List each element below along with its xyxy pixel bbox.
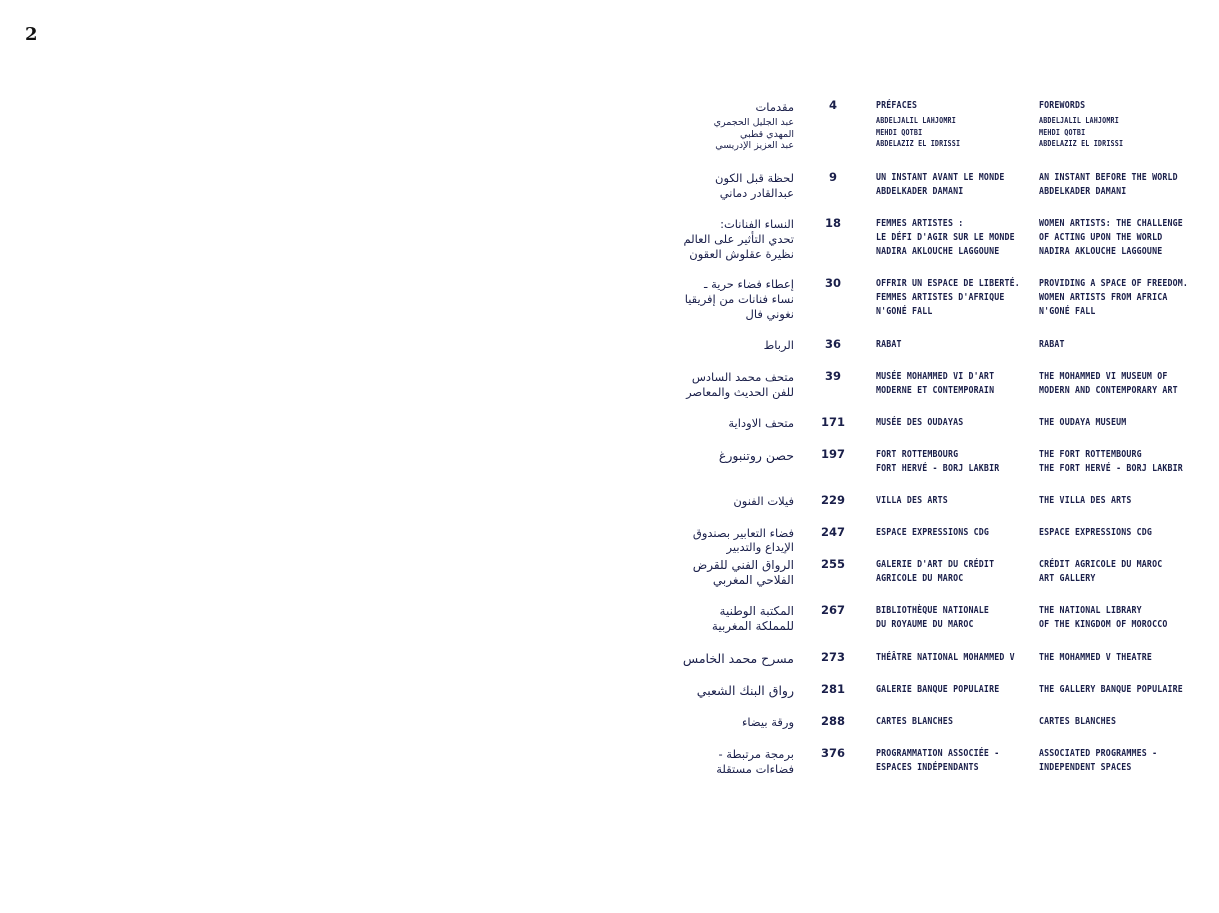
arabic-line: متحف الاوداية — [728, 416, 794, 430]
arabic-line: فيلات الفنون — [733, 494, 794, 508]
french-line: GALERIE D'ART DU CRÉDIT — [876, 559, 995, 570]
french-line: ESPACE EXPRESSIONS CDG — [876, 527, 990, 538]
french-line: DU ROYAUME DU MAROC — [876, 619, 974, 630]
arabic-line: مسرح محمد الخامس — [682, 651, 794, 666]
french-line: AGRICOLE DU MAROC — [876, 573, 964, 584]
french-line: ABDELKADER DAMANI — [876, 186, 964, 197]
english-line: NADIRA AKLOUCHE LAGGOUNE — [1039, 246, 1163, 257]
arabic-line: فضاء التعابير بصندوق — [692, 526, 794, 540]
french-title — [876, 448, 1031, 476]
french-line: CARTES BLANCHES — [876, 716, 954, 727]
english-heading: FOREWORDS — [1039, 100, 1086, 111]
english-line: OF THE KINGDOM OF MOROCCO — [1039, 619, 1168, 630]
french-line: ESPACES INDÉPENDANTS — [876, 762, 979, 773]
english-title — [1039, 604, 1217, 632]
english-line: ART GALLERY — [1039, 573, 1096, 584]
french-line: NADIRA AKLOUCHE LAGGOUNE — [876, 246, 1000, 257]
arabic-line: عبدالقادر دماني — [719, 186, 794, 200]
french-line: FORT ROTTEMBOURG — [876, 449, 959, 460]
arabic-line: نساء فنانات من إفريقيا — [684, 292, 794, 306]
french-title — [876, 171, 1031, 199]
french-author: ABDELJALIL LAHJOMRI — [876, 116, 956, 125]
arabic-title — [594, 99, 794, 152]
page-reference: 36 — [824, 337, 841, 351]
arabic-title — [594, 494, 794, 509]
english-line: WOMEN ARTISTS: THE CHALLENGE — [1039, 218, 1183, 229]
french-line: N'GONÉ FALL — [876, 306, 933, 317]
english-line: THE MOHAMMED V THEATRE — [1039, 652, 1153, 663]
french-line: THÉÂTRE NATIONAL MOHAMMED V — [876, 652, 1015, 663]
page-reference: 267 — [820, 603, 845, 617]
french-title — [876, 651, 1031, 665]
english-line: ABDELKADER DAMANI — [1039, 186, 1127, 197]
page-reference: 255 — [820, 557, 845, 571]
arabic-line: إعطاء فضاء حرية ـ — [704, 277, 794, 291]
french-line: LE DÉFI D'AGIR SUR LE MONDE — [876, 232, 1015, 243]
arabic-line: المكتبة الوطنية — [719, 604, 794, 618]
page-number: 2 — [25, 24, 38, 45]
page-reference: 30 — [824, 276, 841, 290]
french-line: FEMMES ARTISTES : — [876, 218, 964, 229]
french-title — [876, 526, 1031, 540]
arabic-line: فضاءات مستقلة — [716, 762, 794, 776]
french-title — [876, 683, 1031, 697]
arabic-line: للمملكة المغربية — [711, 619, 794, 633]
english-line: ASSOCIATED PROGRAMMES - — [1039, 748, 1158, 759]
french-line: RABAT — [876, 339, 902, 350]
arabic-title — [594, 558, 794, 588]
french-line: OFFRIR UN ESPACE DE LIBERTÉ. — [876, 278, 1020, 289]
arabic-title — [594, 416, 794, 431]
english-line: THE MOHAMMED VI MUSEUM OF — [1039, 371, 1168, 382]
english-author: ABDELJALIL LAHJOMRI — [1039, 116, 1119, 125]
arabic-line: نظيرة عقلوش العقون — [689, 247, 794, 261]
english-line: N'GONÉ FALL — [1039, 306, 1096, 317]
english-line: OF ACTING UPON THE WORLD — [1039, 232, 1163, 243]
english-line: THE OUDAYA MUSEUM — [1039, 417, 1127, 428]
english-title — [1039, 370, 1217, 398]
english-title — [1039, 747, 1217, 775]
page-reference: 39 — [824, 369, 841, 383]
french-title — [876, 370, 1031, 398]
arabic-title — [594, 217, 794, 262]
english-title — [1039, 277, 1217, 319]
french-title — [876, 217, 1031, 259]
english-line: THE GALLERY BANQUE POPULAIRE — [1039, 684, 1183, 695]
english-line: AN INSTANT BEFORE THE WORLD — [1039, 172, 1178, 183]
arabic-title — [594, 171, 794, 201]
english-line: THE NATIONAL LIBRARY — [1039, 605, 1142, 616]
arabic-author: عبد الجليل الحجمري — [713, 117, 794, 128]
arabic-title — [594, 683, 794, 698]
english-line: THE FORT ROTTEMBOURG — [1039, 449, 1142, 460]
arabic-title — [594, 651, 794, 666]
arabic-line: للفن الحديث والمعاصر — [686, 385, 794, 399]
arabic-title — [594, 277, 794, 322]
english-title — [1039, 99, 1217, 150]
arabic-title — [594, 370, 794, 400]
page-reference: 229 — [820, 493, 845, 507]
english-author: MEHDI QOTBI — [1039, 127, 1086, 137]
page-reference: 273 — [820, 650, 845, 664]
arabic-line: رواق البنك الشعبي — [696, 683, 794, 698]
french-title — [876, 277, 1031, 319]
arabic-heading: مقدمات — [755, 100, 794, 114]
english-title — [1039, 416, 1217, 430]
arabic-line: لحظة قبل الكون — [715, 171, 794, 185]
arabic-title — [594, 526, 794, 554]
page-reference: 18 — [824, 216, 841, 230]
arabic-author: المهدي قطبي — [740, 128, 794, 140]
english-title — [1039, 526, 1217, 540]
french-heading: PRÉFACES — [876, 100, 918, 111]
english-line: PROVIDING A SPACE OF FREEDOM. — [1039, 278, 1189, 289]
arabic-line: الفلاحي المغربي — [712, 573, 794, 587]
french-line: BIBLIOTHÈQUE NATIONALE — [876, 605, 990, 616]
french-line: MODERNE ET CONTEMPORAIN — [876, 385, 995, 396]
arabic-title — [594, 715, 794, 730]
english-title — [1039, 715, 1217, 729]
french-line: MUSÉE MOHAMMED VI D'ART — [876, 371, 995, 382]
english-title — [1039, 338, 1217, 352]
english-line: THE VILLA DES ARTS — [1039, 495, 1132, 506]
arabic-line: ورقة بيضاء — [742, 715, 794, 729]
english-line: ESPACE EXPRESSIONS CDG — [1039, 527, 1153, 538]
english-line: RABAT — [1039, 339, 1065, 350]
arabic-line: تحدي التأثير على العالم — [683, 232, 794, 246]
arabic-author: عبد العزيز الإدريسي — [715, 140, 794, 151]
french-line: GALERIE BANQUE POPULAIRE — [876, 684, 1000, 695]
english-title — [1039, 217, 1217, 259]
french-line: FEMMES ARTISTES D'AFRIQUE — [876, 292, 1005, 303]
french-title — [876, 99, 1031, 150]
french-line: VILLA DES ARTS — [876, 495, 948, 506]
arabic-title — [594, 338, 794, 353]
english-line: CRÉDIT AGRICOLE DU MAROC — [1039, 559, 1163, 570]
page-reference: 288 — [820, 714, 845, 728]
french-title — [876, 416, 1031, 430]
english-line: MODERN AND CONTEMPORARY ART — [1039, 385, 1178, 396]
arabic-line: الرواق الفني للقرض — [692, 558, 794, 572]
page-reference: 4 — [828, 98, 837, 112]
arabic-line: متحف محمد السادس — [691, 370, 794, 384]
arabic-line: حصن روتنبورغ — [718, 448, 794, 463]
english-title — [1039, 683, 1217, 697]
french-author: ABDELAZIZ EL IDRISSI — [876, 139, 961, 148]
arabic-line: الإيداع والتدبير — [726, 540, 794, 554]
english-title — [1039, 448, 1217, 476]
page-reference: 9 — [828, 170, 837, 184]
page-reference: 247 — [820, 525, 845, 539]
french-line: UN INSTANT AVANT LE MONDE — [876, 172, 1005, 183]
french-title — [876, 747, 1031, 775]
arabic-title — [594, 448, 794, 463]
english-line: CARTES BLANCHES — [1039, 716, 1117, 727]
english-title — [1039, 494, 1217, 508]
english-line: INDEPENDENT SPACES — [1039, 762, 1132, 773]
arabic-title — [594, 747, 794, 777]
french-line: PROGRAMMATION ASSOCIÉE - — [876, 748, 1000, 759]
english-title — [1039, 171, 1217, 199]
english-author: ABDELAZIZ EL IDRISSI — [1039, 139, 1124, 148]
french-title — [876, 558, 1031, 586]
page-reference: 281 — [820, 682, 845, 696]
arabic-title — [594, 604, 794, 634]
english-line: THE FORT HERVÉ - BORJ LAKBIR — [1039, 463, 1183, 474]
english-title — [1039, 651, 1217, 665]
page-reference: 171 — [820, 415, 845, 429]
page-reference: 376 — [820, 746, 845, 760]
arabic-line: النساء الفنانات: — [720, 217, 794, 231]
arabic-line: الرباط — [763, 338, 794, 352]
french-line: FORT HERVÉ - BORJ LAKBIR — [876, 463, 1000, 474]
arabic-line: برمجة مرتبطة - — [718, 747, 794, 761]
page-reference: 197 — [820, 447, 845, 461]
french-line: MUSÉE DES OUDAYAS — [876, 417, 964, 428]
french-title — [876, 604, 1031, 632]
arabic-line: نغوني فال — [745, 307, 794, 321]
english-line: WOMEN ARTISTS FROM AFRICA — [1039, 292, 1168, 303]
french-title — [876, 494, 1031, 508]
french-title — [876, 338, 1031, 352]
english-title — [1039, 558, 1217, 586]
french-author: MEHDI QOTBI — [876, 127, 923, 137]
french-title — [876, 715, 1031, 729]
